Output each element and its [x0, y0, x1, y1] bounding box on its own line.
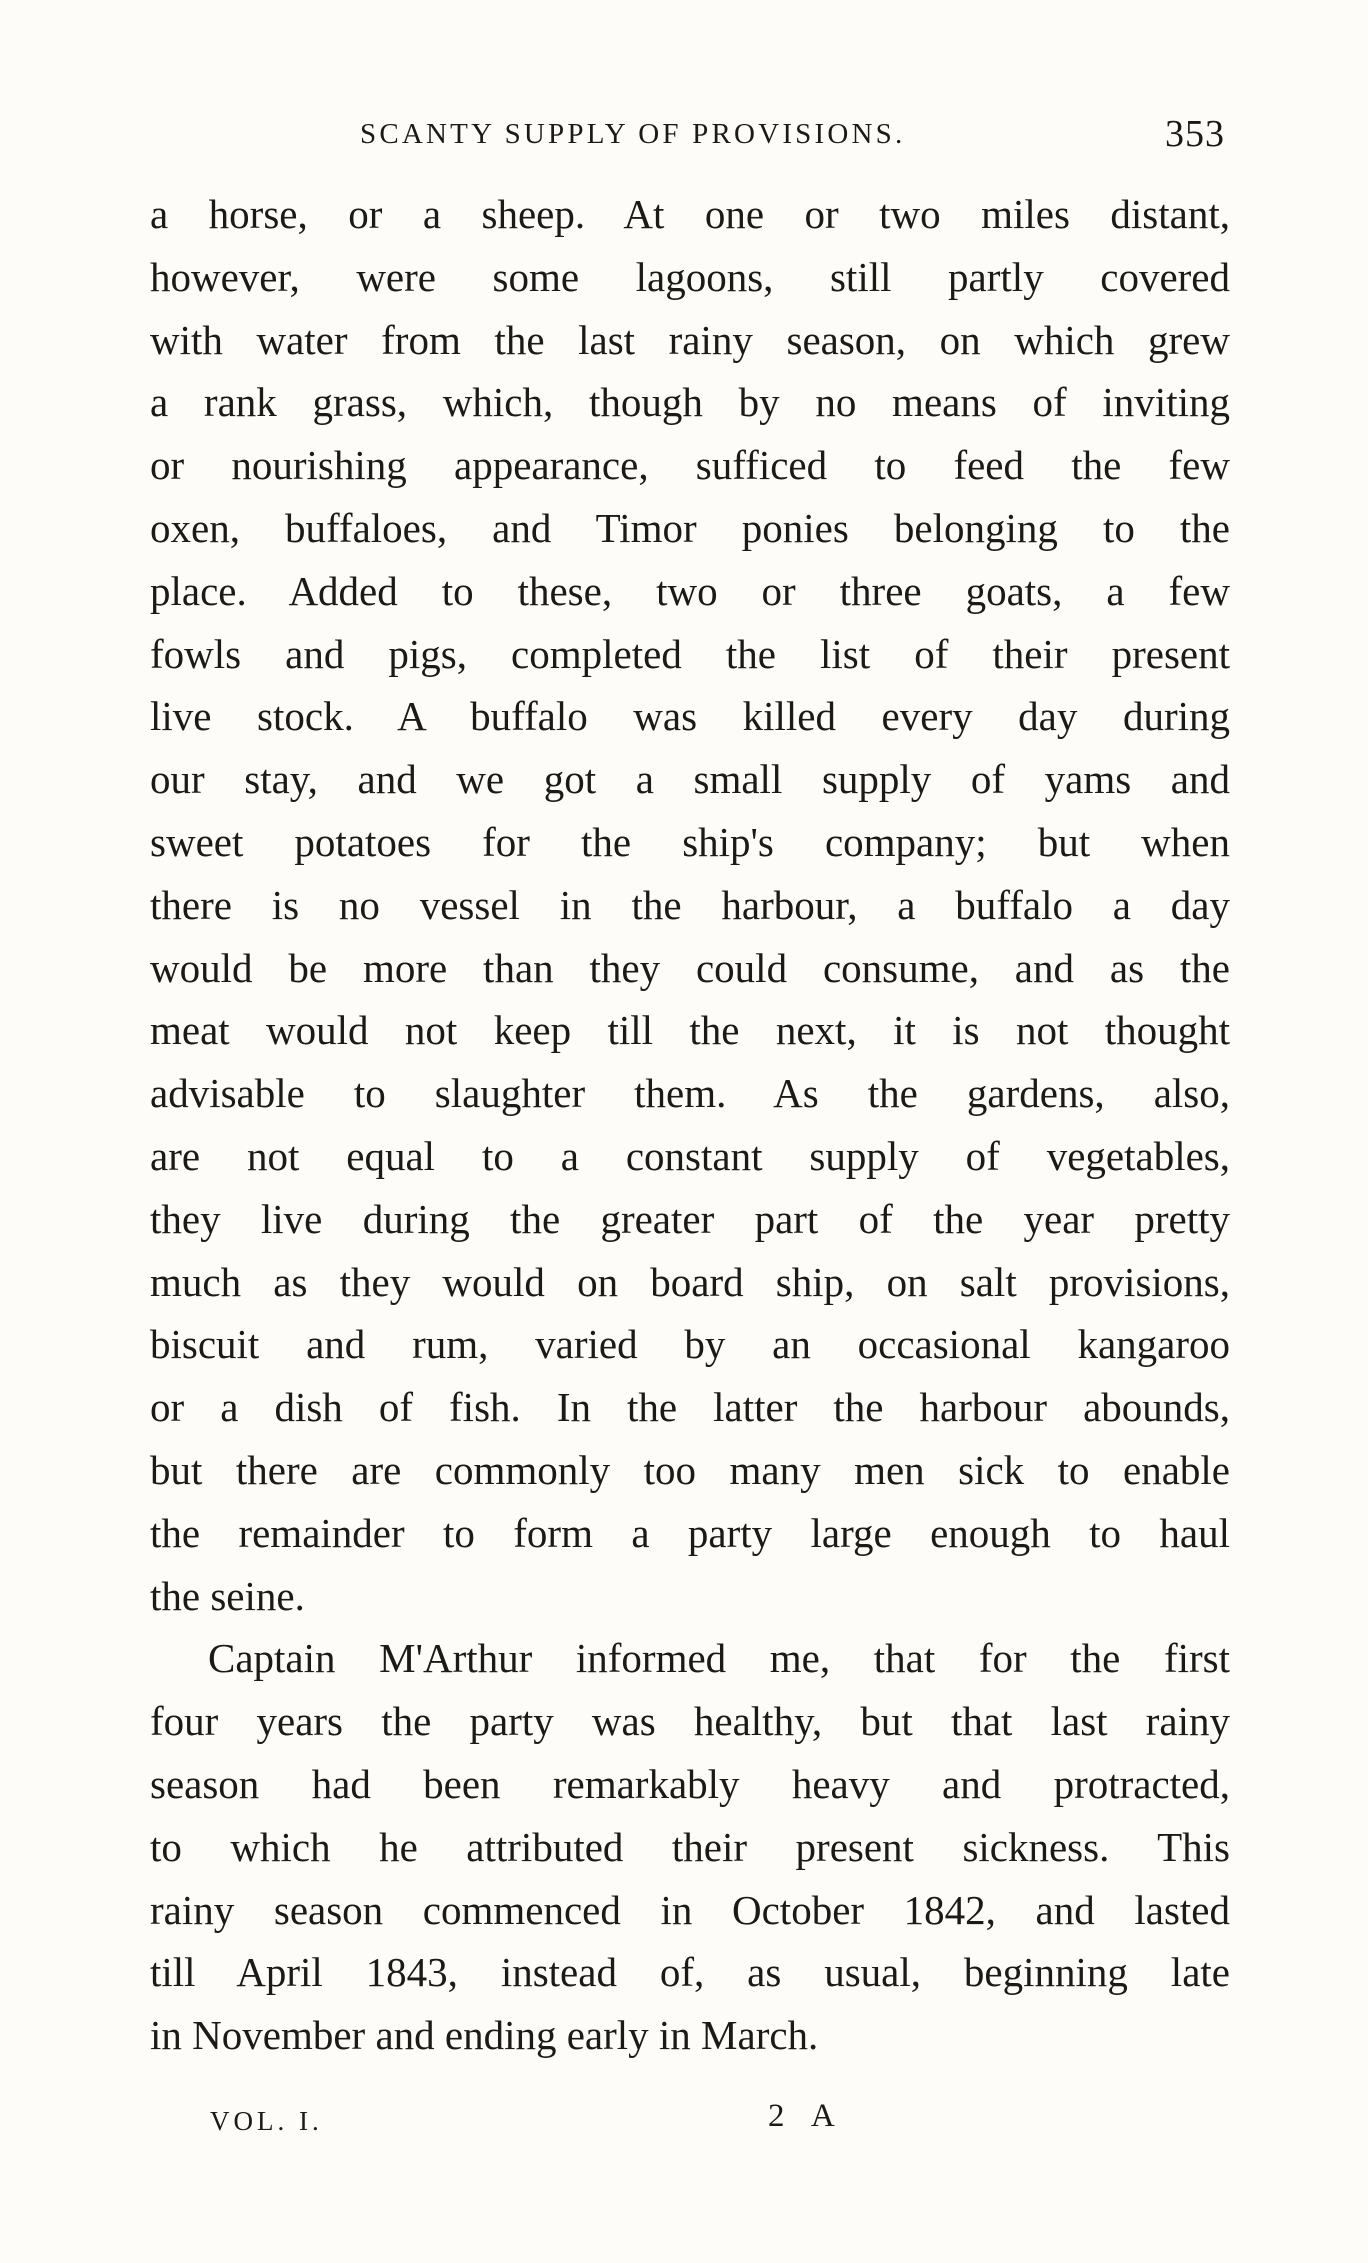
page-footer [210, 2098, 1110, 2148]
text-line: with water from the last rainy season, on which grew [150, 316, 1230, 363]
text-line: a rank grass, which, though by no means of inviting [150, 379, 1230, 426]
text-line: our stay, and we got a small supply of yams and [150, 756, 1230, 803]
text-line: advisable to slaughter them. As the gardens, also, [150, 1070, 1230, 1117]
text-line: meat would not keep till the next, it is not thought [150, 1007, 1230, 1054]
text-line: much as they would on board ship, on salt provisions, [150, 1258, 1230, 1305]
text-line: Captain M'Arthur informed me, that for the first [208, 1635, 1230, 1682]
text-line: fowls and pigs, completed the list of their present [150, 630, 1230, 677]
text-line: to which he attributed their present sickness. This [150, 1823, 1230, 1870]
text-line: place. Added to these, two or three goats, a few [150, 567, 1230, 614]
text-line: four years the party was healthy, but that last rainy [150, 1698, 1230, 1745]
text-line: would be more than they could consume, and as the [150, 944, 1230, 991]
text-line: or nourishing appearance, sufficed to feed the few [150, 442, 1230, 489]
text-line: in November and ending early in March. [150, 2012, 819, 2059]
text-line: biscuit and rum, varied by an occasional kangaroo [150, 1321, 1230, 1368]
paragraph-1 [150, 183, 1230, 1627]
text-line: live stock. A buffalo was killed every day during [150, 693, 1230, 740]
body-text [150, 183, 1230, 2067]
text-line: the seine. [150, 1572, 305, 1619]
text-line: there is no vessel in the harbour, a buffalo a day [150, 881, 1230, 928]
page-number: 353 [1165, 113, 1225, 155]
text-line: however, were some lagoons, still partly covered [150, 253, 1230, 300]
text-line: sweet potatoes for the ship's company; but when [150, 818, 1230, 865]
text-line: till April 1843, instead of, as usual, beginning late [150, 1949, 1230, 1996]
signature-mark: 2 A [768, 2098, 845, 2134]
text-line: season had been remarkably heavy and protracted, [150, 1760, 1230, 1807]
text-line: a horse, or a sheep. At one or two miles distant, [150, 191, 1230, 237]
text-line: are not equal to a constant supply of vegetables, [150, 1132, 1230, 1179]
text-line: oxen, buffaloes, and Timor ponies belonging to the [150, 504, 1230, 551]
text-line: rainy season commenced in October 1842, and lasted [150, 1886, 1230, 1933]
text-line: they live during the greater part of the year pretty [150, 1195, 1230, 1242]
text-line: the remainder to form a party large enough to haul [150, 1509, 1230, 1556]
volume-label: VOL. I. [210, 2106, 323, 2136]
paragraph-2 [150, 1627, 1230, 2067]
running-title: SCANTY SUPPLY OF PROVISIONS. [360, 118, 906, 150]
text-line: or a dish of fish. In the latter the harbour abounds, [150, 1384, 1230, 1431]
running-head [150, 112, 1225, 162]
text-line: but there are commonly too many men sick to enable [150, 1446, 1230, 1493]
